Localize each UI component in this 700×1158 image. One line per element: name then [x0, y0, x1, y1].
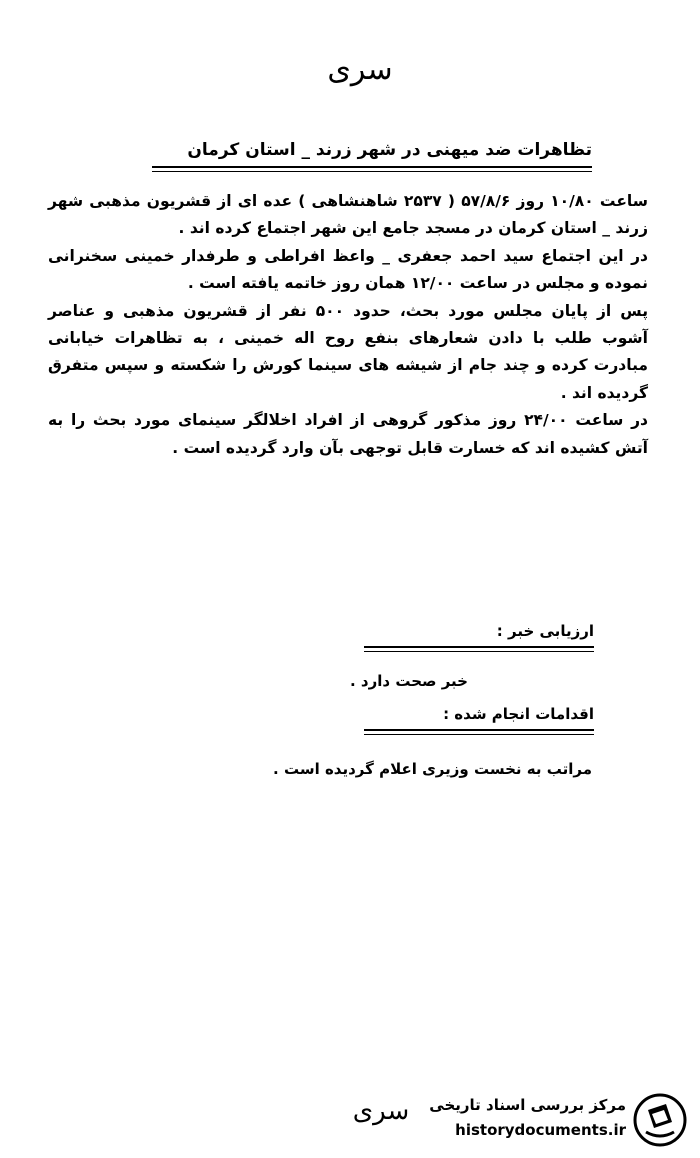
body-paragraph: در این اجتماع سید احمد جعفری _ واعظ افراطی و طرفدار خمینی سخنرانی نموده و مجلس در ساعت ۱۲/۰۰ همان روز خاتمه یافته است .	[48, 246, 648, 293]
assessment-label-text: ارزیابی خبر :	[496, 622, 594, 640]
actions-value: مراتب به نخست وزیری اعلام گردیده است .	[273, 760, 592, 778]
body-paragraph: در ساعت ۲۴/۰۰ روز مذکور گروهی از افراد اخلالگر سینمای مورد بحث را به آتش کشیده اند که خسارت قابل توجهی بآن وارد گردیده است .	[48, 411, 648, 457]
actions-underline-second	[364, 734, 594, 735]
watermark	[398, 1092, 688, 1148]
classification-top: سری	[327, 52, 393, 87]
assessment-label	[374, 622, 594, 644]
actions-label-text: اقدامات انجام شده :	[443, 705, 594, 723]
assessment-underline	[364, 646, 594, 648]
assessment-value: خبر صحت دارد .	[350, 672, 468, 690]
watermark-url: historydocuments.ir	[455, 1121, 626, 1139]
watermark-name: مرکز بررسی اسناد تاریخی	[429, 1096, 626, 1114]
actions-label	[374, 705, 594, 727]
document-body	[48, 188, 648, 462]
classification-bottom: سری	[352, 1096, 410, 1126]
actions-underline	[364, 729, 594, 731]
body-paragraph: ساعت ۱۰/۸۰ روز ۵۷/۸/۶ ( ۲۵۳۷ شاهنشاهی ) عده ای از قشریون مذهبی شهر زرند _ استان کرمان در مسجد جامع این شهر اجتماع کرده اند .	[48, 192, 648, 238]
assessment-underline-second	[364, 651, 594, 652]
document-title: تظاهرات ضد میهنی در شهر زرند _ استان کرمان	[152, 140, 592, 168]
body-paragraph: پس از پایان مجلس مورد بحث، حدود ۵۰۰ نفر از قشریون مذهبی و عناصر آشوب طلب با دادن شعارهای بنفع روح اله خمینی ، به تظاهرات خیابانی مبادرت کرده و چند جام از شیشه های سینما کورش را شکسته و سپس متفرق گردیده اند .	[48, 301, 649, 402]
document-center-logo-icon	[632, 1092, 688, 1148]
